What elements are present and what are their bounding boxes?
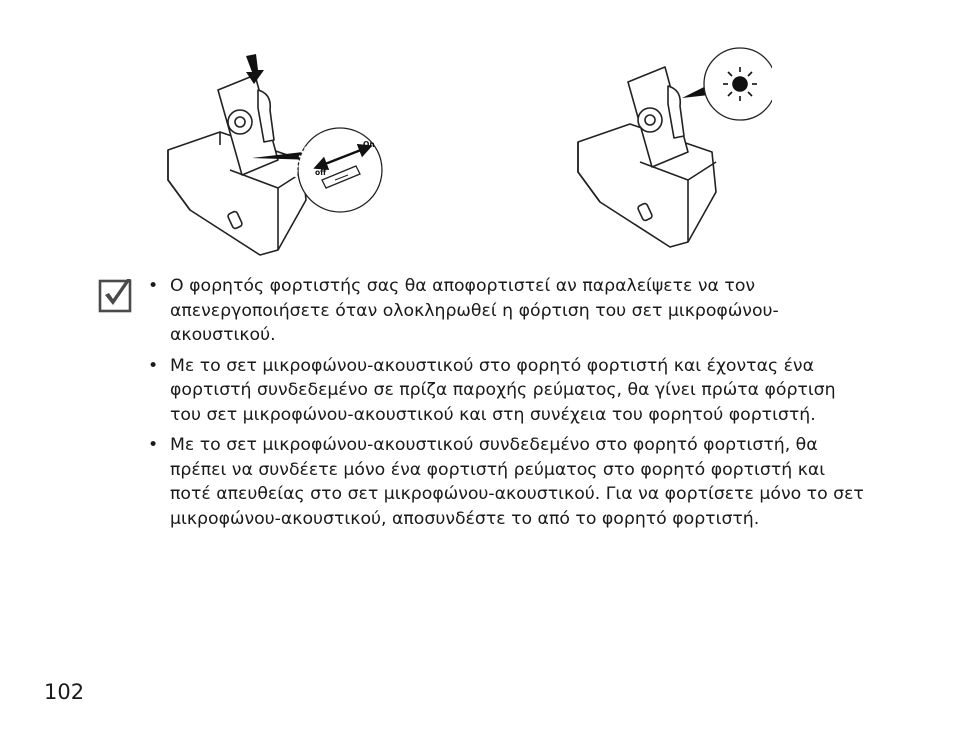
bullet-marker: • [148, 276, 159, 296]
switch-label-off: off [315, 168, 327, 177]
checkbox-check-icon [98, 277, 134, 313]
note-bullet-list [148, 274, 868, 537]
charger-led-illustration [572, 42, 772, 252]
bullet-text: Με το σετ μικροφώνου-ακουστικού στο φορητό φορτιστή και έχοντας ένα φορτιστή συνδεδεμένο σε πρίζα παροχής ρεύματος, θα γίνει πρώτα φόρτιση του σετ μικροφώνου-ακουστικού και στη συνέχεια του φορητού φορτιστή. [170, 355, 836, 425]
bullet-text: Με το σετ μικροφώνου-ακουστικού συνδεδεμένο στο φορητό φορτιστή, θα πρέπει να συνδέετε μόνο ένα φορτιστή ρεύματος στο φορητό φορτιστή και ποτέ απευθείας στο σετ μικροφώνου-ακουστικού. Για να φορτίσετε μόνο το σετ μικροφώνου-ακουστικού, αποσυνδέστε το από το φορητό φορτιστή. [170, 435, 864, 529]
bullet-marker: • [148, 435, 159, 455]
page-number: 102 [44, 680, 85, 704]
bullet-text: Ο φορητός φορτιστής σας θα αποφορτιστεί αν παραλείψετε να τον απενεργοποιήσετε όταν ολοκληρωθεί η φόρτιση του σετ μικροφώνου-ακουστικού. [170, 276, 779, 345]
list-item [148, 433, 868, 531]
charger-switch-illustration [160, 50, 390, 260]
bullet-marker: • [148, 355, 159, 376]
switch-label-on: On [363, 140, 375, 149]
list-item [148, 354, 868, 428]
list-item [148, 274, 868, 348]
